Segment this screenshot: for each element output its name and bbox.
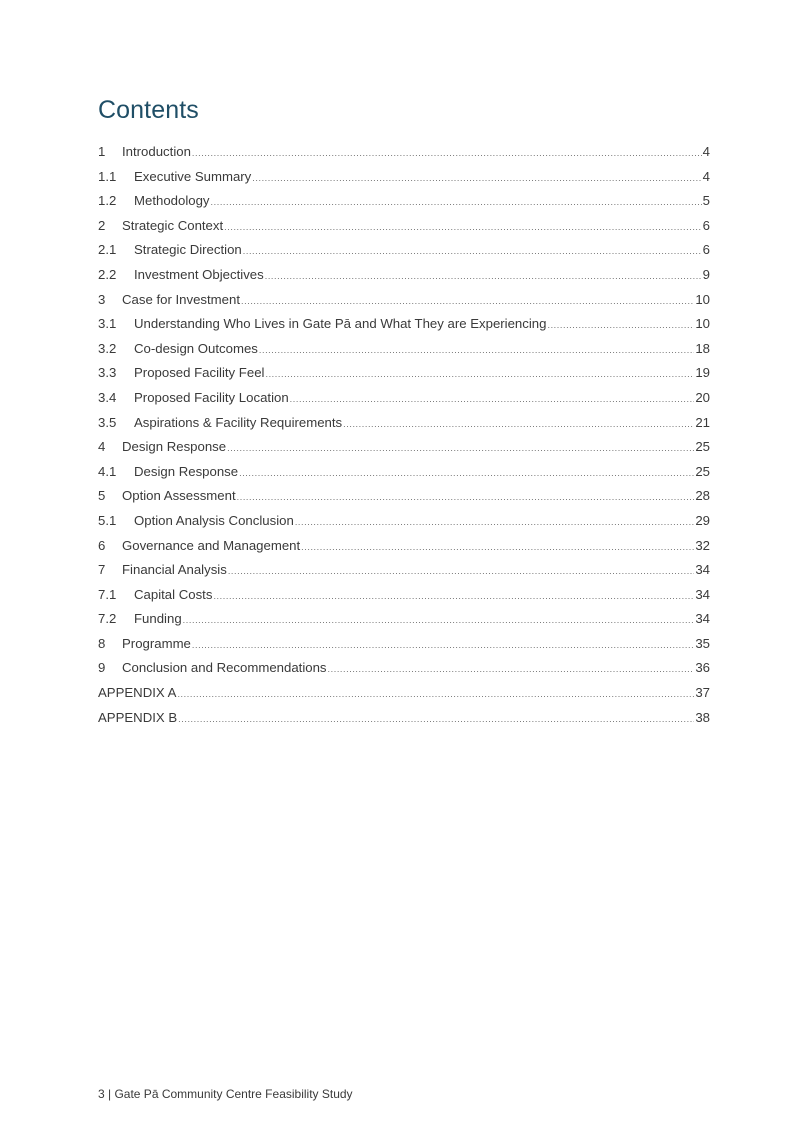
toc-entry-page-number: 6 — [702, 242, 710, 258]
toc-entry-title: Design Response — [122, 439, 227, 455]
toc-entry-title: Strategic Context — [122, 217, 224, 233]
toc-entry-page-number: 9 — [702, 266, 710, 282]
toc-entry[interactable] — [98, 584, 710, 609]
toc-entry[interactable] — [98, 510, 710, 535]
toc-entry[interactable] — [98, 215, 710, 240]
toc-entry-title: Conclusion and Recommendations — [122, 660, 327, 676]
toc-entry-page-number: 29 — [695, 512, 710, 528]
toc-entry-page-number: 10 — [695, 291, 710, 307]
toc-entry-page-number: 35 — [695, 635, 710, 651]
toc-entry-title: Funding — [134, 611, 182, 627]
toc-dot-leader — [547, 314, 694, 336]
toc-dot-leader — [259, 339, 694, 361]
toc-entry-number: 1 — [98, 144, 106, 159]
toc-dot-leader — [243, 240, 702, 262]
toc-dot-leader — [290, 388, 695, 410]
page-footer: 3 | Gate Pā Community Centre Feasibility Study — [98, 1087, 353, 1101]
toc-dot-leader — [241, 290, 694, 312]
toc-entry-title: Understanding Who Lives in Gate Pā and What They are Experiencing — [134, 316, 547, 332]
toc-entry-title: Executive Summary — [134, 168, 252, 184]
page-title: Contents — [98, 96, 199, 124]
toc-entry-page-number: 6 — [702, 217, 710, 233]
toc-entry-title: Case for Investment — [122, 291, 241, 307]
toc-entry[interactable] — [98, 338, 710, 363]
toc-entry-number: 3.1 — [98, 316, 117, 332]
toc-entry-title: Aspirations & Facility Requirements — [134, 414, 343, 430]
toc-dot-leader — [211, 191, 702, 213]
toc-entry-number: 3.2 — [98, 340, 117, 356]
toc-dot-leader — [301, 536, 694, 558]
toc-dot-leader — [239, 462, 694, 484]
toc-entry-page-number: 21 — [695, 414, 710, 430]
toc-entry-page-number: 32 — [695, 537, 710, 553]
toc-entry[interactable] — [98, 412, 710, 437]
toc-entry-number: 1.1 — [98, 168, 117, 184]
toc-dot-leader — [178, 708, 694, 730]
toc-entry-page-number: 34 — [695, 586, 710, 602]
toc-entry-title: Governance and Management — [122, 537, 301, 553]
toc-entry-title: Proposed Facility Feel — [134, 365, 265, 381]
toc-entry-number: 5.1 — [98, 512, 117, 528]
toc-entry-title: Methodology — [134, 193, 210, 209]
toc-entry-page-number: 18 — [695, 340, 710, 356]
toc-entry-title: Programme — [122, 635, 191, 651]
toc-entry[interactable] — [98, 190, 710, 215]
toc-entry-number: 7 — [98, 562, 106, 578]
toc-entry-title: Financial Analysis — [122, 562, 227, 578]
toc-dot-leader — [328, 658, 695, 680]
toc-entry-page-number: 4 — [702, 168, 710, 184]
toc-entry-number: 7.1 — [98, 586, 117, 602]
toc-entry-number: 2.2 — [98, 266, 117, 282]
toc-dot-leader — [343, 413, 694, 435]
toc-dot-leader — [224, 216, 702, 238]
toc-entry-page-number: 25 — [695, 463, 710, 479]
toc-entry[interactable] — [98, 608, 710, 633]
toc-entry-number: 4 — [98, 439, 106, 455]
toc-entry-number: 2.1 — [98, 242, 117, 258]
toc-entry-page-number: 20 — [695, 389, 710, 405]
toc-entry-title: Design Response — [134, 463, 239, 479]
toc-entry-page-number: 36 — [695, 660, 710, 676]
toc-entry[interactable] — [98, 141, 710, 166]
toc-entry-number: 3.3 — [98, 365, 117, 381]
toc-entry[interactable] — [98, 239, 710, 264]
toc-entry-title: Strategic Direction — [134, 242, 242, 258]
toc-entry-number: 3.5 — [98, 414, 117, 430]
toc-dot-leader — [295, 511, 695, 533]
toc-entry[interactable] — [98, 387, 710, 412]
toc-entry-number: 7.2 — [98, 611, 117, 627]
toc-entry-title: Investment Objectives — [134, 266, 264, 282]
toc-entry-number: 8 — [98, 635, 106, 651]
toc-entry[interactable] — [98, 682, 710, 707]
toc-entry-number: 3 — [98, 291, 106, 307]
toc-entry[interactable] — [98, 264, 710, 289]
toc-entry-number: 6 — [98, 537, 106, 553]
toc-entry-page-number: 38 — [695, 709, 710, 725]
toc-entry-title: Capital Costs — [134, 586, 213, 602]
toc-entry[interactable] — [98, 436, 710, 461]
toc-entry-number: 9 — [98, 660, 106, 676]
toc-entry[interactable] — [98, 313, 710, 338]
toc-entry-title: Option Analysis Conclusion — [134, 512, 294, 528]
toc-entry[interactable] — [98, 362, 710, 387]
toc-entry-page-number: 34 — [695, 562, 710, 578]
toc-entry[interactable] — [98, 707, 710, 732]
toc-dot-leader — [227, 437, 694, 459]
toc-entry[interactable] — [98, 289, 710, 314]
toc-entry-title: APPENDIX A — [98, 685, 177, 701]
toc-entry-title: APPENDIX B — [98, 709, 178, 725]
toc-entry-title: Introduction — [122, 144, 191, 159]
toc-entry-page-number: 28 — [695, 488, 710, 504]
toc-entry[interactable] — [98, 535, 710, 560]
toc-entry[interactable] — [98, 657, 710, 682]
toc-entry-page-number: 19 — [695, 365, 710, 381]
toc-entry[interactable] — [98, 559, 710, 584]
toc-entry-page-number: 25 — [695, 439, 710, 455]
toc-entry[interactable] — [98, 485, 710, 510]
toc-dot-leader — [252, 167, 701, 189]
toc-entry-page-number: 34 — [695, 611, 710, 627]
toc-entry-page-number: 37 — [695, 685, 710, 701]
toc-entry-page-number: 10 — [695, 316, 710, 332]
toc-dot-leader — [237, 486, 695, 508]
toc-entry-page-number: 4 — [702, 144, 710, 159]
toc-entry-number: 3.4 — [98, 389, 117, 405]
toc-entry[interactable] — [98, 461, 710, 486]
toc-entry-title: Co-design Outcomes — [134, 340, 258, 356]
toc-dot-leader — [228, 560, 695, 582]
toc-dot-leader — [213, 585, 694, 607]
toc-entry-number: 5 — [98, 488, 106, 504]
table-of-contents — [98, 141, 710, 731]
toc-dot-leader — [183, 609, 695, 631]
toc-dot-leader — [177, 683, 694, 705]
toc-entry[interactable] — [98, 166, 710, 191]
toc-entry-number: 4.1 — [98, 463, 117, 479]
toc-dot-leader — [192, 142, 702, 164]
toc-entry[interactable] — [98, 633, 710, 658]
toc-entry-number: 2 — [98, 217, 106, 233]
toc-dot-leader — [192, 634, 694, 656]
toc-entry-page-number: 5 — [702, 193, 710, 209]
toc-dot-leader — [265, 265, 702, 287]
toc-dot-leader — [265, 363, 694, 385]
toc-entry-title: Option Assessment — [122, 488, 236, 504]
toc-entry-number: 1.2 — [98, 193, 117, 209]
toc-entry-title: Proposed Facility Location — [134, 389, 289, 405]
